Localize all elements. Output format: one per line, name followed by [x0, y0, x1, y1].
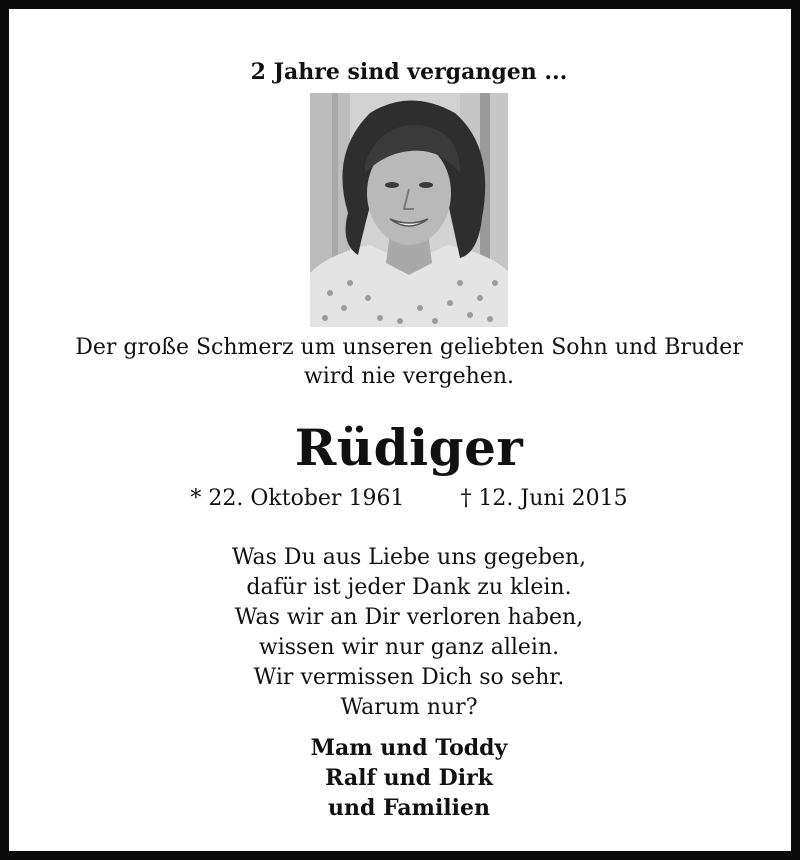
- poem-line: wissen wir nur ganz allein.: [258, 635, 560, 660]
- deceased-name: Rüdiger: [294, 418, 524, 477]
- poem-line: Wir vermissen Dich so sehr.: [253, 665, 565, 690]
- poem-line: Warum nur?: [340, 695, 478, 720]
- intro-line: wird nie vergehen.: [303, 364, 515, 389]
- birth-date: * 22. Oktober 1961: [190, 486, 405, 511]
- signer-line: Mam und Toddy: [310, 735, 508, 761]
- signer-line: Ralf und Dirk: [325, 765, 493, 791]
- portrait-photo: [310, 93, 508, 327]
- death-date: † 12. Juni 2015: [460, 486, 628, 511]
- poem-line: Was wir an Dir verloren haben,: [234, 605, 584, 630]
- intro-text: [9, 333, 800, 391]
- portrait-image: [310, 93, 508, 327]
- signer-line: und Familien: [327, 795, 491, 821]
- poem: [9, 543, 800, 723]
- signers: [9, 733, 800, 823]
- heading: 2 Jahre sind vergangen ...: [250, 59, 568, 85]
- poem-line: dafür ist jeder Dank zu klein.: [246, 575, 572, 600]
- intro-line: Der große Schmerz um unseren geliebten Sohn und Bruder: [75, 335, 743, 360]
- poem-line: Was Du aus Liebe uns gegeben,: [231, 545, 587, 570]
- life-dates: [9, 485, 800, 513]
